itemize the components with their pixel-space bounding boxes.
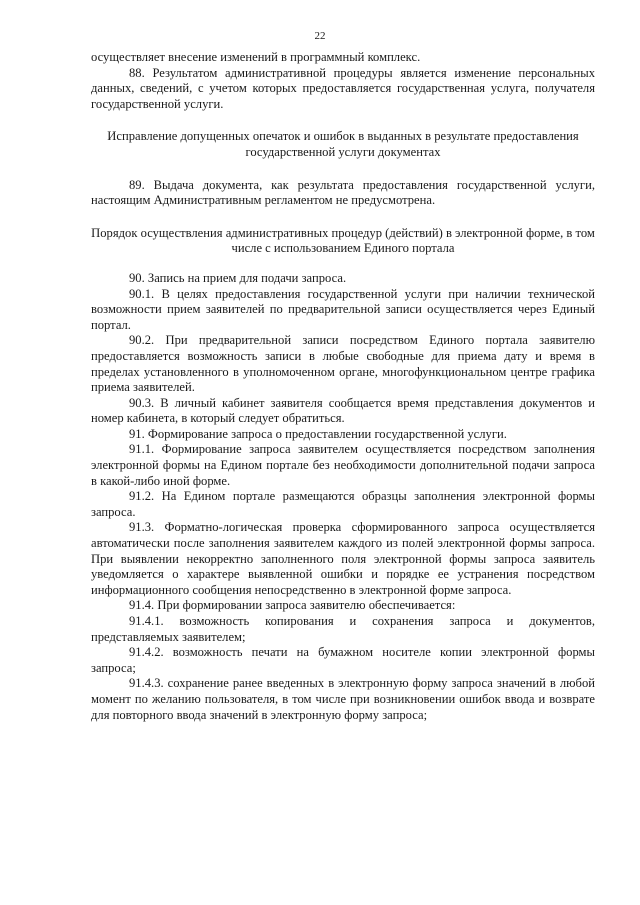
paragraph-91-4-1: 91.4.1. возможность копирования и сохранения запроса и документов, представляемых заявителем;	[91, 614, 595, 644]
document-body	[91, 50, 595, 723]
page-number: 22	[314, 30, 326, 42]
paragraph-88: 88. Результатом административной процедуры является изменение персональных данных, сведений, с учетом которых предоставляется государственная услуга, получателя государственной услуги.	[91, 65, 595, 111]
paragraph-91-4: 91.4. При формировании запроса заявителю обеспечивается:	[129, 598, 456, 613]
paragraph-91: 91. Формирование запроса о предоставлении государственной услуги.	[129, 426, 507, 441]
paragraph-continuation: осуществляет внесение изменений в программный комплекс.	[91, 50, 421, 64]
section-heading-corrections: Исправление допущенных опечаток и ошибок в выданных в результате предоставления государственной услуги документах	[107, 129, 579, 159]
paragraph-91-2: 91.2. На Едином портале размещаются образцы заполнения электронной формы запроса.	[91, 489, 595, 519]
paragraph-90-1: 90.1. В целях предоставления государственной услуги при наличии технической возможности прием заявителей по предварительной записи осуществляется через Единый портал.	[91, 286, 595, 332]
paragraph-91-1: 91.1. Формирование запроса заявителем осуществляется посредством заполнения электронной формы на Едином портале без необходимости дополнительной подачи запроса в какой-либо иной форме.	[91, 442, 595, 488]
paragraph-89: 89. Выдача документа, как результата предоставления государственной услуги, настоящим Административным регламентом не предусмотрена.	[91, 177, 595, 208]
paragraph-91-4-3: 91.4.3. сохранение ранее введенных в электронную форму запроса значений в любой момент по желанию пользователя, в том числе при возникновении ошибок ввода и возврате для повторного ввода значений в электронную форму запроса;	[91, 676, 595, 722]
paragraph-90-2: 90.2. При предварительной записи посредством Единого портала заявителю предоставляется возможность записи в любые свободные для приема дату и время в пределах установленного в уполномоченном органе, многофункциональном центре графика приема заявителей.	[91, 333, 595, 395]
section-heading-electronic-procedures: Порядок осуществления административных процедур (действий) в электронной форме, в том числе с использованием Единого портала	[91, 225, 595, 256]
paragraph-90: 90. Запись на прием для подачи запроса.	[129, 270, 347, 285]
paragraph-91-3: 91.3. Форматно-логическая проверка сформированного запроса осуществляется автоматически после заполнения заявителем каждого из полей электронной формы запроса. При выявлении некорректно заполненного поля электронной формы запроса заявитель уведомляется о характере выявленной ошибки и порядке ее устранения посредством информационного сообщения непосредственно в электронной форме запроса.	[91, 520, 595, 597]
paragraph-91-4-2: 91.4.2. возможность печати на бумажном носителе копии электронной формы запроса;	[91, 645, 595, 675]
paragraph-90-3: 90.3. В личный кабинет заявителя сообщается время представления документов и номер кабинета, в который следует обратиться.	[91, 395, 595, 426]
